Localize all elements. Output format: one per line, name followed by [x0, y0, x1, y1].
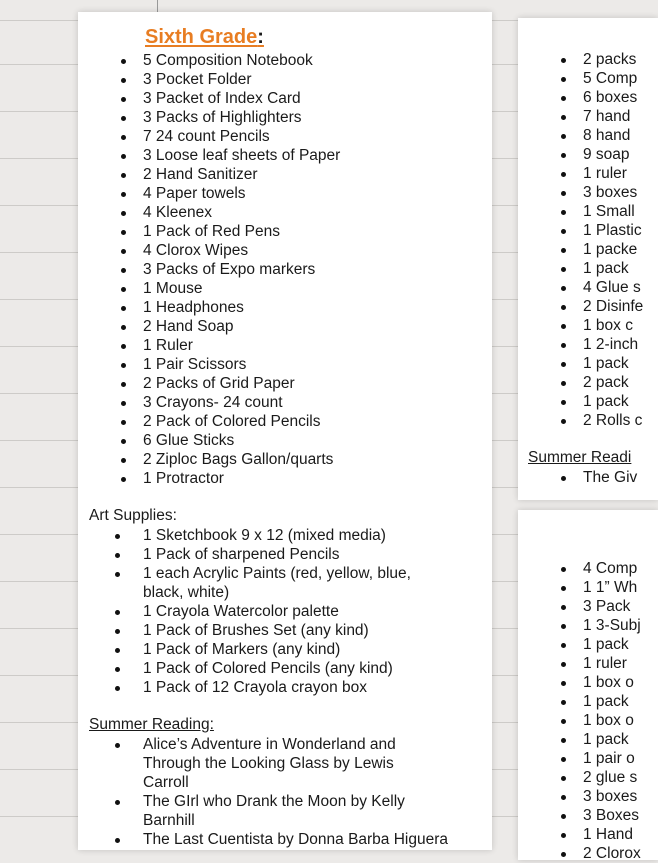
list-item: [143, 146, 340, 165]
list-item: [583, 88, 643, 107]
bullet-icon: [561, 719, 566, 724]
list-item: [143, 792, 443, 830]
bullet-icon: [561, 419, 566, 424]
list-item-text: 3 Packs of Expo markers: [143, 261, 316, 278]
bullet-icon: [561, 58, 566, 63]
bullet-icon: [115, 800, 120, 805]
bullet-icon: [561, 624, 566, 629]
list-item: [583, 145, 643, 164]
list-item-text: 7 hand: [583, 108, 631, 125]
list-item: [143, 127, 340, 146]
bullet-icon: [561, 586, 566, 591]
bullet-icon: [121, 173, 126, 178]
list-item: [583, 126, 643, 145]
list-item: [583, 411, 643, 430]
list-item: [583, 468, 637, 487]
bullet-icon: [115, 572, 120, 577]
list-item: [143, 830, 448, 849]
list-item: [583, 183, 643, 202]
title-text: Sixth Grade: [145, 26, 258, 48]
bullet-icon: [115, 686, 120, 691]
list-item-text: 1 2-inch: [583, 336, 639, 353]
list-item-text: 6 Glue Sticks: [143, 432, 235, 449]
list-item: [583, 787, 641, 806]
list-item: [583, 768, 641, 787]
bullet-icon: [121, 268, 126, 273]
list-item-text: 4 Comp: [583, 560, 638, 577]
list-item: [583, 316, 643, 335]
list-item-text: 1 Pack of Markers (any kind): [143, 641, 341, 658]
list-item: [143, 279, 340, 298]
list-item-text: 3 boxes: [583, 788, 638, 805]
bullet-icon: [121, 192, 126, 197]
bullet-icon: [561, 662, 566, 667]
right-bottom-list: [583, 559, 641, 863]
bullet-icon: [561, 115, 566, 120]
list-item-text: 2 glue s: [583, 769, 638, 786]
list-item-text: The Last Cuentista by Donna Barba Higuera: [143, 831, 449, 848]
list-item-text: 1 packe: [583, 241, 638, 258]
bullet-icon: [115, 838, 120, 843]
list-item: [143, 317, 340, 336]
list-item-text: 3 Packs of Highlighters: [143, 109, 302, 126]
bullet-icon: [561, 134, 566, 139]
list-item-text: 2 Packs of Grid Paper: [143, 375, 295, 392]
bullet-icon: [121, 420, 126, 425]
art-supply-list: [143, 526, 443, 697]
list-item: [583, 221, 643, 240]
list-item-text: 6 boxes: [583, 89, 638, 106]
bullet-icon: [121, 439, 126, 444]
list-item: [583, 240, 643, 259]
bullet-icon: [121, 116, 126, 121]
list-item: [583, 578, 641, 597]
list-item-text: 1 pack: [583, 731, 629, 748]
bullet-icon: [561, 172, 566, 177]
list-item: [583, 635, 641, 654]
bullet-icon: [121, 344, 126, 349]
bullet-icon: [121, 287, 126, 292]
bullet-icon: [561, 210, 566, 215]
bullet-icon: [121, 135, 126, 140]
bullet-icon: [561, 191, 566, 196]
list-item-text: 3 Pocket Folder: [143, 71, 252, 88]
bullet-icon: [561, 776, 566, 781]
summer-reading-list: [143, 735, 448, 849]
list-item: [583, 597, 641, 616]
bullet-icon: [561, 643, 566, 648]
list-item-text: 1 Plastic: [583, 222, 642, 239]
list-item: [143, 735, 443, 792]
list-item: [583, 297, 643, 316]
list-item: [143, 355, 340, 374]
bullet-icon: [121, 211, 126, 216]
bullet-icon: [561, 248, 566, 253]
bullet-icon: [115, 629, 120, 634]
list-item-text: 3 Boxes: [583, 807, 640, 824]
list-item-text: 1 1” Wh: [583, 579, 638, 596]
list-item-text: 2 Hand Sanitizer: [143, 166, 258, 183]
bullet-icon: [121, 401, 126, 406]
list-item: [583, 844, 641, 863]
list-item-text: 5 Comp: [583, 70, 638, 87]
list-item-text: 1 Small: [583, 203, 635, 220]
right-bottom-clip: [518, 510, 641, 862]
list-item: [143, 298, 340, 317]
list-item: [143, 431, 340, 450]
bullet-icon: [115, 534, 120, 539]
bullet-icon: [121, 154, 126, 159]
list-item: [143, 374, 340, 393]
title-colon: :: [257, 26, 264, 48]
list-item-text: 1 pack: [583, 693, 629, 710]
bullet-icon: [561, 286, 566, 291]
page-title: [145, 26, 264, 49]
bullet-icon: [121, 306, 126, 311]
list-item: [143, 336, 340, 355]
list-item: [143, 241, 340, 260]
top-tick: [157, 0, 158, 12]
list-item-text: 1 Pair Scissors: [143, 356, 247, 373]
list-item: [583, 654, 641, 673]
list-item: [143, 165, 340, 184]
list-item-text: 1 pack: [583, 355, 629, 372]
art-supplies-heading: Art Supplies:: [89, 507, 177, 524]
bullet-icon: [561, 153, 566, 158]
list-item: [143, 393, 340, 412]
bullet-icon: [561, 605, 566, 610]
list-item-text: 1 box c: [583, 317, 633, 334]
bullet-icon: [561, 700, 566, 705]
bullet-icon: [121, 249, 126, 254]
list-item: [143, 70, 340, 89]
list-item: [143, 51, 340, 70]
bullet-icon: [561, 96, 566, 101]
list-item-text: 8 hand: [583, 127, 631, 144]
list-item: [143, 526, 443, 545]
list-item: [583, 107, 643, 126]
right-summer-list: [583, 468, 637, 487]
list-item-text: 2 packs: [583, 51, 637, 68]
bullet-icon: [121, 97, 126, 102]
list-item-text: 9 soap: [583, 146, 630, 163]
list-item: [583, 673, 641, 692]
right-top-list: [583, 50, 643, 430]
list-item: [583, 335, 643, 354]
bullet-icon: [561, 567, 566, 572]
list-item-text: 1 box o: [583, 674, 634, 691]
list-item: [583, 825, 641, 844]
list-item-text: 1 box o: [583, 712, 634, 729]
bullet-icon: [561, 852, 566, 857]
list-item-text: 1 pack: [583, 393, 629, 410]
list-item-text: 1 Protractor: [143, 470, 224, 487]
list-item: [143, 469, 340, 488]
list-item-text: 4 Glue s: [583, 279, 641, 296]
list-item: [583, 354, 643, 373]
list-item: [143, 621, 443, 640]
list-item: [143, 450, 340, 469]
list-item: [583, 50, 643, 69]
list-item: [583, 806, 641, 825]
bullet-icon: [561, 795, 566, 800]
list-item-text: 1 3-Subj: [583, 617, 641, 634]
bullet-icon: [121, 477, 126, 482]
list-item: [583, 164, 643, 183]
bullet-icon: [561, 381, 566, 386]
list-item-text: The Giv: [583, 469, 638, 486]
list-item-text: 4 Paper towels: [143, 185, 246, 202]
bullet-icon: [121, 363, 126, 368]
list-item: [143, 659, 443, 678]
list-item-text: Alice’s Adventure in Wonderland and Through the Looking Glass by Lewis Carroll: [143, 736, 396, 791]
list-item-text: 2 Disinfe: [583, 298, 644, 315]
bullet-icon: [121, 230, 126, 235]
list-item: [143, 412, 340, 431]
list-item: [143, 602, 443, 621]
list-item: [583, 559, 641, 578]
bullet-icon: [115, 648, 120, 653]
list-item-text: The GIrl who Drank the Moon by Kelly Barnhill: [143, 793, 405, 829]
list-item: [143, 184, 340, 203]
list-item-text: 1 Hand: [583, 826, 633, 843]
list-item-text: 2 Ziploc Bags Gallon/quarts: [143, 451, 334, 468]
list-item-text: 5 Composition Notebook: [143, 52, 313, 69]
bullet-icon: [561, 681, 566, 686]
list-item: [583, 202, 643, 221]
right-summer-heading: Summer Readi: [528, 449, 632, 466]
list-item: [143, 260, 340, 279]
bullet-icon: [115, 610, 120, 615]
list-item: [143, 564, 443, 602]
bullet-icon: [115, 667, 120, 672]
bullet-icon: [121, 458, 126, 463]
list-item: [143, 545, 443, 564]
list-item: [583, 373, 643, 392]
list-item: [143, 678, 443, 697]
list-item: [583, 616, 641, 635]
list-item-text: 1 ruler: [583, 165, 627, 182]
bullet-icon: [561, 343, 566, 348]
list-item-text: 1 pair o: [583, 750, 635, 767]
bullet-icon: [121, 325, 126, 330]
right-top-clip: [518, 18, 644, 500]
list-item: [143, 222, 340, 241]
list-item: [143, 203, 340, 222]
list-item-text: 1 Ruler: [143, 337, 193, 354]
bullet-icon: [115, 553, 120, 558]
list-item-text: 2 Rolls c: [583, 412, 643, 429]
list-item-text: 4 Clorox Wipes: [143, 242, 249, 259]
bullet-icon: [561, 305, 566, 310]
list-item-text: 3 Loose leaf sheets of Paper: [143, 147, 341, 164]
bullet-icon: [561, 400, 566, 405]
list-item: [583, 278, 643, 297]
list-item-text: 2 pack: [583, 374, 629, 391]
list-item: [583, 749, 641, 768]
list-item-text: 1 pack: [583, 636, 629, 653]
bullet-icon: [561, 814, 566, 819]
list-item-text: 1 Crayola Watercolor palette: [143, 603, 339, 620]
list-item: [583, 392, 643, 411]
list-item: [583, 69, 643, 88]
list-item: [583, 259, 643, 278]
list-item-text: 2 Pack of Colored Pencils: [143, 413, 321, 430]
bullet-icon: [115, 743, 120, 748]
list-item-text: 3 Packet of Index Card: [143, 90, 301, 107]
list-item-text: 1 Pack of Red Pens: [143, 223, 280, 240]
bullet-icon: [561, 757, 566, 762]
list-item-text: 2 Clorox: [583, 845, 641, 862]
bullet-icon: [561, 833, 566, 838]
list-item-text: 3 Pack: [583, 598, 631, 615]
bullet-icon: [561, 267, 566, 272]
bullet-icon: [561, 77, 566, 82]
bullet-icon: [121, 382, 126, 387]
list-item-text: 2 Hand Soap: [143, 318, 234, 335]
bullet-icon: [121, 78, 126, 83]
list-item: [583, 692, 641, 711]
list-item: [143, 640, 443, 659]
list-item-text: 3 boxes: [583, 184, 638, 201]
list-item-text: 7 24 count Pencils: [143, 128, 270, 145]
bullet-icon: [561, 476, 566, 481]
list-item-text: 4 Kleenex: [143, 204, 212, 221]
bullet-icon: [121, 59, 126, 64]
list-item: [143, 108, 340, 127]
bullet-icon: [561, 229, 566, 234]
list-item-text: 1 ruler: [583, 655, 627, 672]
list-item-text: 1 each Acrylic Paints (red, yellow, blue, black, white): [143, 565, 411, 601]
list-item: [583, 711, 641, 730]
list-item-text: 1 Mouse: [143, 280, 203, 297]
bullet-icon: [561, 324, 566, 329]
list-item-text: 1 Pack of sharpened Pencils: [143, 546, 340, 563]
bullet-icon: [561, 738, 566, 743]
list-item-text: 1 Headphones: [143, 299, 244, 316]
list-item-text: 1 Pack of Brushes Set (any kind): [143, 622, 369, 639]
list-item-text: 1 pack: [583, 260, 629, 277]
list-item: [143, 89, 340, 108]
supply-list: [143, 51, 340, 488]
list-item-text: 1 Pack of Colored Pencils (any kind): [143, 660, 393, 677]
list-item-text: 1 Sketchbook 9 x 12 (mixed media): [143, 527, 386, 544]
bullet-icon: [561, 362, 566, 367]
list-item-text: 3 Crayons- 24 count: [143, 394, 283, 411]
summer-reading-heading: Summer Reading:: [89, 716, 214, 733]
list-item-text: 1 Pack of 12 Crayola crayon box: [143, 679, 368, 696]
list-item: [583, 730, 641, 749]
